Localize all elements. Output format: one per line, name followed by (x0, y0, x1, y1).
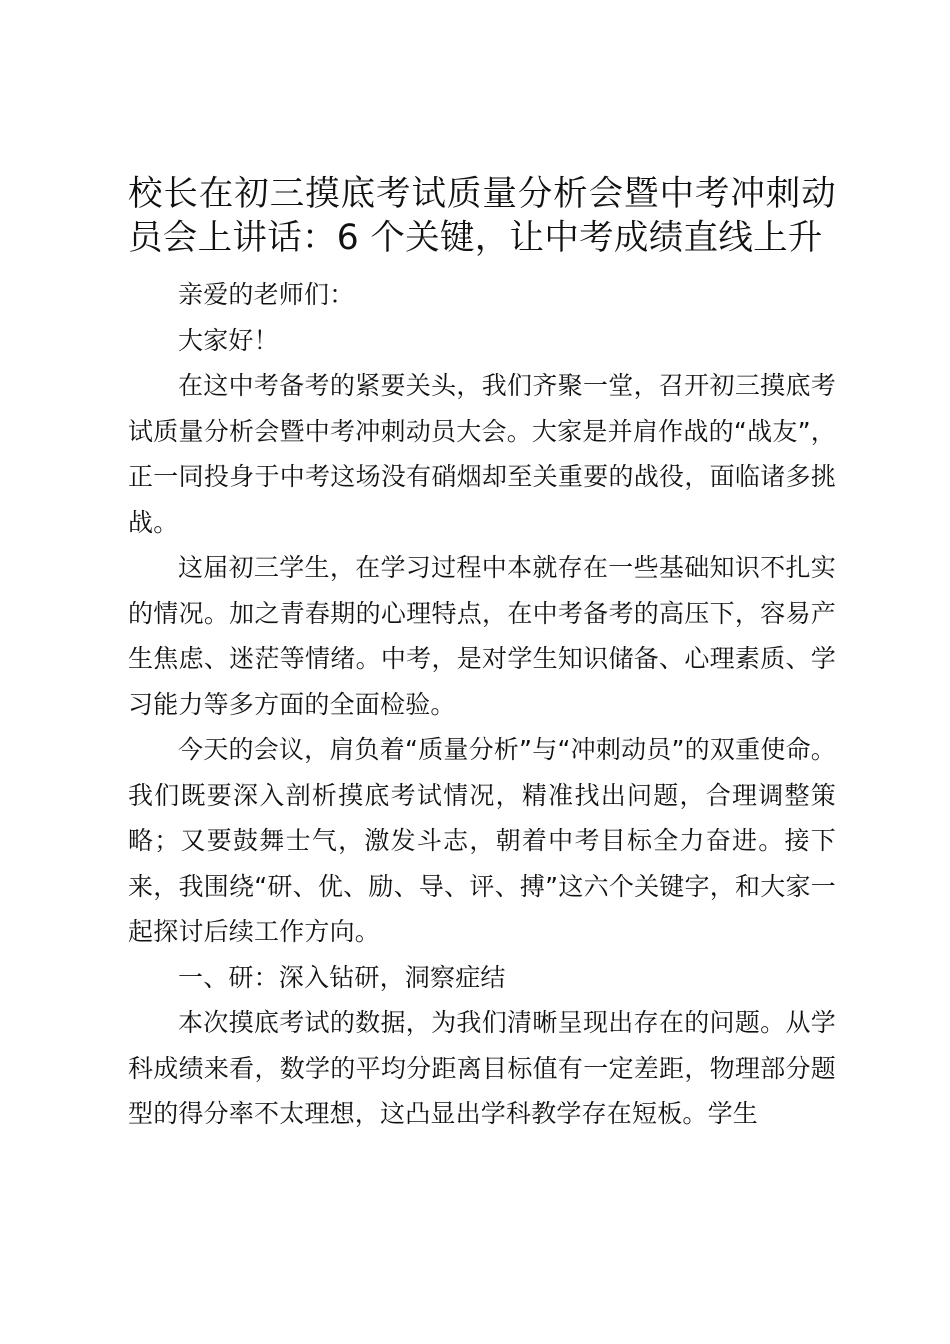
document-page (128, 172, 836, 1137)
body-paragraph: 在这中考备考的紧要关头，我们齐聚一堂，召开初三摸底考试质量分析会暨中考冲刺动员大会。大家是并肩作战的“战友”，正一同投身于中考这场没有硝烟却至关重要的战役，面临诸多挑战。 (128, 371, 836, 537)
salutation-greeting: 大家好！ (178, 325, 279, 355)
document-title: 校长在初三摸底考试质量分析会暨中考冲刺动员会上讲话：6 个关键，让中考成绩直线上升 (128, 174, 836, 258)
salutation-teachers: 亲爱的老师们： (178, 280, 355, 309)
section-heading: 一、研：深入钻研，洞察症结 (178, 962, 506, 992)
section-paragraph: 本次摸底考试的数据，为我们清晰呈现出存在的问题。从学科成绩来看，数学的平均分距离目标值有一定差距，物理部分题型的得分率不太理想，这凸显出学科教学存在短板。学生 (128, 1008, 836, 1128)
body-paragraph: 今天的会议，肩负着“质量分析”与“冲刺动员”的双重使命。我们既要深入剖析摸底考试情况，精准找出问题，合理调整策略；又要鼓舞士气，激发斗志，朝着中考目标全力奋进。接下来，我围绕“研、优、励、导、评、搏”这六个关键字，和大家一起探讨后续工作方向。 (128, 735, 836, 946)
body-paragraph: 这届初三学生，在学习过程中本就存在一些基础知识不扎实的情况。加之青春期的心理特点，在中考备考的高压下，容易产生焦虑、迷茫等情绪。中考，是对学生知识储备、心理素质、学习能力等多方面的全面检验。 (128, 553, 836, 719)
